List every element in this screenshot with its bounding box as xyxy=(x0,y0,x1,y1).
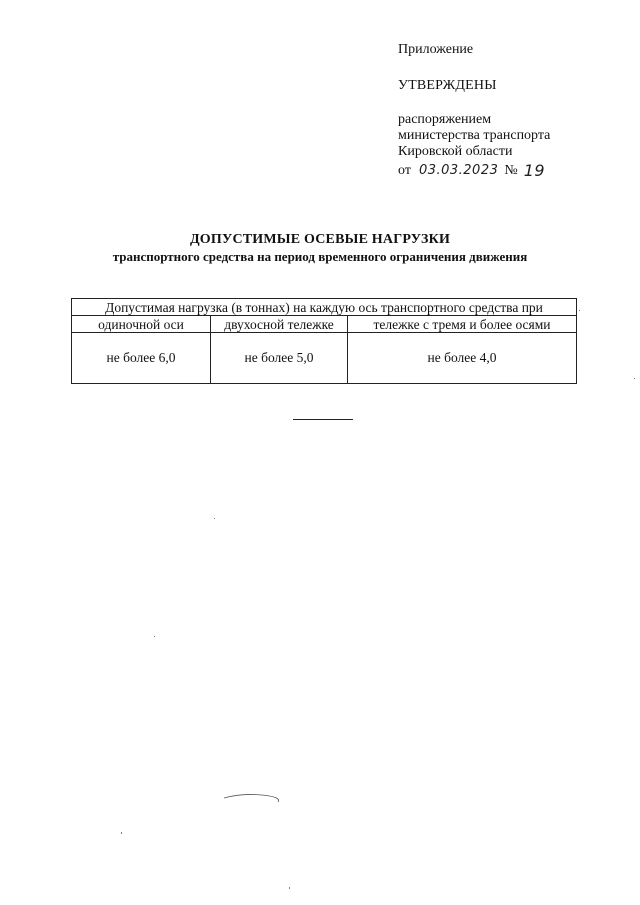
document-title: ДОПУСТИМЫЕ ОСЕВЫЕ НАГРУЗКИ xyxy=(189,232,451,247)
decree-line-2: министерства транспорта xyxy=(398,128,551,143)
handwritten-number: 19 xyxy=(523,161,546,180)
scan-speck xyxy=(579,310,580,311)
handwritten-date: 03.03.2023 xyxy=(418,163,499,178)
appendix-label: Приложение xyxy=(398,42,474,57)
value-two-axle-bogie: не более 5,0 xyxy=(211,333,348,384)
value-single-axle: не более 6,0 xyxy=(72,333,211,384)
table-values-row xyxy=(72,333,577,384)
decree-line-1: распоряжением xyxy=(398,112,492,127)
decree-date-number xyxy=(398,163,545,179)
scan-speck xyxy=(289,887,290,889)
scan-stroke xyxy=(222,790,282,806)
scan-speck xyxy=(154,636,155,637)
column-two-axle-bogie: двухосной тележке xyxy=(211,316,348,333)
number-sign: № xyxy=(504,163,518,178)
decree-line-3: Кировской области xyxy=(398,144,513,159)
column-three-axle-bogie: тележке с тремя и более осями xyxy=(348,316,577,333)
value-three-axle-bogie: не более 4,0 xyxy=(348,333,577,384)
scan-speck xyxy=(634,378,635,379)
scan-speck xyxy=(121,832,122,834)
table-header-row xyxy=(72,299,577,316)
table-columns-row xyxy=(72,316,577,333)
end-divider xyxy=(293,419,353,420)
table-header-cell: Допустимая нагрузка (в тоннах) на каждую ось транспортного средства при xyxy=(72,299,577,316)
axle-loads-table xyxy=(71,298,577,384)
from-label: от xyxy=(398,163,411,178)
scan-speck xyxy=(214,518,215,519)
approved-label: УТВЕРЖДЕНЫ xyxy=(398,78,497,93)
document-subtitle: транспортного средства на период временного ограничения движения xyxy=(112,249,528,264)
column-single-axle: одиночной оси xyxy=(72,316,211,333)
